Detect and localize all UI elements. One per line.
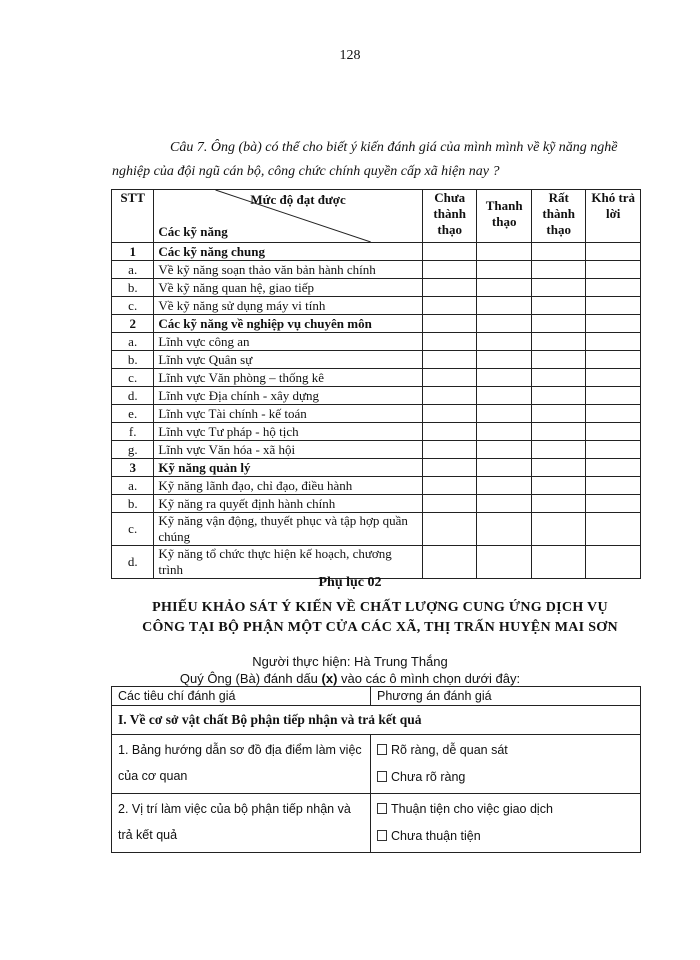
rating-cell[interactable] xyxy=(586,546,641,579)
skills-table xyxy=(111,189,641,579)
option-label: Thuận tiện cho việc giao dịch xyxy=(391,802,553,816)
rating-cell[interactable] xyxy=(586,297,641,315)
survey-title-line1: PHIẾU KHẢO SÁT Ý KIẾN VỀ CHẤT LƯỢNG CUNG ỨNG DỊCH VỤ xyxy=(152,600,608,615)
rating-cell[interactable] xyxy=(586,369,641,387)
survey-section-row xyxy=(112,706,641,735)
skill-row xyxy=(112,387,641,405)
rating-cell[interactable] xyxy=(531,333,586,351)
skill-row xyxy=(112,279,641,297)
row-label: Lĩnh vực Tư pháp - hộ tịch xyxy=(154,423,423,441)
rating-cell[interactable] xyxy=(477,369,532,387)
row-label: Lĩnh vực Văn phòng – thống kê xyxy=(154,369,423,387)
author-line: Người thực hiện: Hà Trung Thắng xyxy=(252,654,448,669)
criterion-text: 2. Vị trí làm việc của bộ phận tiếp nhận và trả kết quả xyxy=(112,794,371,853)
skill-row xyxy=(112,495,641,513)
survey-title-line2: CÔNG TẠI BỘ PHẬN MỘT CỬA CÁC XÃ, THỊ TRẤN HUYỆN MAI SƠN xyxy=(142,620,618,635)
survey-section-title: I. Về cơ sở vật chất Bộ phận tiếp nhận và trả kết quả xyxy=(112,706,641,735)
option-item[interactable] xyxy=(377,823,634,850)
row-stt: b. xyxy=(112,279,154,297)
appendix-title: Phụ lục 02 xyxy=(318,575,382,590)
instruction-line xyxy=(0,671,700,686)
rating-cell[interactable] xyxy=(531,351,586,369)
survey-table-header xyxy=(112,687,641,706)
rating-cell[interactable] xyxy=(422,333,477,351)
rating-cell[interactable] xyxy=(422,546,477,579)
rating-cell[interactable] xyxy=(531,405,586,423)
skill-row xyxy=(112,297,641,315)
rating-cell[interactable] xyxy=(477,279,532,297)
rating-cell[interactable] xyxy=(422,297,477,315)
rating-cell[interactable] xyxy=(531,387,586,405)
rating-cell[interactable] xyxy=(422,405,477,423)
criterion-row xyxy=(112,794,641,853)
skills-table-header xyxy=(112,190,641,243)
rating-cell[interactable] xyxy=(477,297,532,315)
rating-cell[interactable] xyxy=(531,261,586,279)
criterion-row xyxy=(112,735,641,794)
rating-cell[interactable] xyxy=(531,369,586,387)
rating-cell[interactable] xyxy=(477,423,532,441)
instruction-pre: Quý Ông (Bà) đánh dấu xyxy=(179,671,322,686)
rating-cell[interactable] xyxy=(531,315,586,333)
skills-table-body xyxy=(112,243,641,579)
option-item[interactable] xyxy=(377,796,634,823)
row-label: Về kỹ năng soạn thảo văn bản hành chính xyxy=(154,261,423,279)
header-proficient: Thanh thạo xyxy=(477,190,532,243)
row-stt: g. xyxy=(112,441,154,459)
row-stt: a. xyxy=(112,477,154,495)
row-stt: a. xyxy=(112,333,154,351)
option-label: Chưa rõ ràng xyxy=(391,770,466,784)
rating-cell[interactable] xyxy=(477,477,532,495)
row-label: Về kỹ năng sử dụng máy vi tính xyxy=(154,297,423,315)
row-stt: 3 xyxy=(112,459,154,477)
rating-cell[interactable] xyxy=(477,546,532,579)
rating-cell[interactable] xyxy=(586,261,641,279)
rating-cell[interactable] xyxy=(422,243,477,261)
row-stt: c. xyxy=(112,513,154,546)
header-not-proficient: Chưa thành thạo xyxy=(422,190,477,243)
row-stt: 1 xyxy=(112,243,154,261)
rating-cell[interactable] xyxy=(586,441,641,459)
rating-cell[interactable] xyxy=(422,351,477,369)
row-stt: d. xyxy=(112,387,154,405)
rating-cell[interactable] xyxy=(477,459,532,477)
rating-cell[interactable] xyxy=(586,315,641,333)
rating-cell[interactable] xyxy=(586,513,641,546)
rating-cell[interactable] xyxy=(586,243,641,261)
rating-cell[interactable] xyxy=(586,477,641,495)
rating-cell[interactable] xyxy=(477,261,532,279)
rating-cell[interactable] xyxy=(586,333,641,351)
checkbox-icon[interactable] xyxy=(377,830,387,841)
rating-cell[interactable] xyxy=(422,477,477,495)
rating-cell[interactable] xyxy=(531,423,586,441)
row-label: Lĩnh vực Quân sự xyxy=(154,351,423,369)
rating-cell[interactable] xyxy=(477,495,532,513)
rating-cell[interactable] xyxy=(422,423,477,441)
header-stt: STT xyxy=(112,190,154,243)
skill-row xyxy=(112,351,641,369)
rating-cell[interactable] xyxy=(531,297,586,315)
header-hard-to-answer: Khó trả lời xyxy=(586,190,641,243)
option-label: Chưa thuận tiện xyxy=(391,829,481,843)
header-diagonal-cell xyxy=(154,190,423,243)
row-stt: e. xyxy=(112,405,154,423)
row-label: Lĩnh vực Văn hóa - xã hội xyxy=(154,441,423,459)
row-stt: b. xyxy=(112,495,154,513)
rating-cell[interactable] xyxy=(531,459,586,477)
header-options: Phương án đánh giá xyxy=(371,687,641,706)
row-label: Các kỹ năng về nghiệp vụ chuyên môn xyxy=(154,315,423,333)
options-cell xyxy=(371,794,641,853)
section-row xyxy=(112,243,641,261)
rating-cell[interactable] xyxy=(477,243,532,261)
rating-cell[interactable] xyxy=(422,513,477,546)
row-label: Kỹ năng lãnh đạo, chỉ đạo, điều hành xyxy=(154,477,423,495)
rating-cell[interactable] xyxy=(422,369,477,387)
page-number: 128 xyxy=(339,48,361,63)
skill-row xyxy=(112,477,641,495)
rating-cell[interactable] xyxy=(422,261,477,279)
rating-cell[interactable] xyxy=(422,315,477,333)
skill-row xyxy=(112,333,641,351)
rating-cell[interactable] xyxy=(422,441,477,459)
rating-cell[interactable] xyxy=(422,459,477,477)
rating-cell[interactable] xyxy=(477,513,532,546)
row-label: Kỹ năng ra quyết định hành chính xyxy=(154,495,423,513)
rating-cell[interactable] xyxy=(477,441,532,459)
rating-cell[interactable] xyxy=(586,459,641,477)
survey-table-body xyxy=(112,735,641,853)
header-very-proficient: Rất thành thạo xyxy=(531,190,586,243)
criterion-text: 1. Bảng hướng dẫn sơ đồ địa điểm làm việc của cơ quan xyxy=(112,735,371,794)
header-criteria: Các tiêu chí đánh giá xyxy=(112,687,371,706)
row-label: Kỹ năng vận động, thuyết phục và tập hợp quần chúng xyxy=(154,513,423,546)
row-label: Kỹ năng tổ chức thực hiện kế hoạch, chương trình xyxy=(154,546,423,579)
skill-row xyxy=(112,369,641,387)
skill-row xyxy=(112,405,641,423)
rating-cell[interactable] xyxy=(586,387,641,405)
row-stt: 2 xyxy=(112,315,154,333)
instruction-mark: (x) xyxy=(321,671,338,686)
rating-cell[interactable] xyxy=(531,546,586,579)
rating-cell[interactable] xyxy=(586,423,641,441)
rating-cell[interactable] xyxy=(586,405,641,423)
skill-row xyxy=(112,441,641,459)
row-stt: c. xyxy=(112,297,154,315)
row-stt: b. xyxy=(112,351,154,369)
rating-cell[interactable] xyxy=(531,495,586,513)
survey-title xyxy=(100,598,660,638)
survey-table xyxy=(111,686,641,853)
checkbox-icon[interactable] xyxy=(377,744,387,755)
rating-cell[interactable] xyxy=(477,405,532,423)
row-stt: a. xyxy=(112,261,154,279)
option-item[interactable] xyxy=(377,764,634,791)
section-row xyxy=(112,315,641,333)
row-stt: d. xyxy=(112,546,154,579)
rating-cell[interactable] xyxy=(422,279,477,297)
skill-row xyxy=(112,423,641,441)
section-row xyxy=(112,459,641,477)
option-label: Rõ ràng, dễ quan sát xyxy=(391,743,508,757)
checkbox-icon[interactable] xyxy=(377,803,387,814)
checkbox-icon[interactable] xyxy=(377,771,387,782)
skill-row xyxy=(112,546,641,579)
rating-cell[interactable] xyxy=(586,279,641,297)
row-stt: c. xyxy=(112,369,154,387)
skill-row xyxy=(112,261,641,279)
skill-row xyxy=(112,513,641,546)
row-label: Lĩnh vực Địa chính - xây dựng xyxy=(154,387,423,405)
rating-cell[interactable] xyxy=(531,513,586,546)
row-stt: f. xyxy=(112,423,154,441)
row-label: Về kỹ năng quan hệ, giao tiếp xyxy=(154,279,423,297)
row-label: Lĩnh vực Tài chính - kế toán xyxy=(154,405,423,423)
row-label: Kỹ năng quản lý xyxy=(154,459,423,477)
rating-cell[interactable] xyxy=(586,495,641,513)
option-item[interactable] xyxy=(377,737,634,764)
rating-cell[interactable] xyxy=(586,351,641,369)
rating-cell[interactable] xyxy=(531,477,586,495)
rating-cell[interactable] xyxy=(477,333,532,351)
rating-cell[interactable] xyxy=(477,387,532,405)
options-cell xyxy=(371,735,641,794)
row-label: Lĩnh vực công an xyxy=(154,333,423,351)
rating-cell[interactable] xyxy=(531,243,586,261)
rating-cell[interactable] xyxy=(531,279,586,297)
header-level: Mức độ đạt được xyxy=(250,192,346,207)
rating-cell[interactable] xyxy=(531,441,586,459)
instruction-post: vào các ô mình chọn dưới đây: xyxy=(337,671,521,686)
rating-cell[interactable] xyxy=(477,351,532,369)
row-label: Các kỹ năng chung xyxy=(154,243,423,261)
rating-cell[interactable] xyxy=(422,387,477,405)
rating-cell[interactable] xyxy=(477,315,532,333)
question-text: Câu 7. Ông (bà) có thể cho biết ý kiến đánh giá của mình mình về kỹ năng nghề nghiệp của đội ngũ cán bộ, công chức chính quyền cấp xã hiện nay ? xyxy=(112,140,618,179)
rating-cell[interactable] xyxy=(422,495,477,513)
header-skills: Các kỹ năng xyxy=(158,224,228,239)
